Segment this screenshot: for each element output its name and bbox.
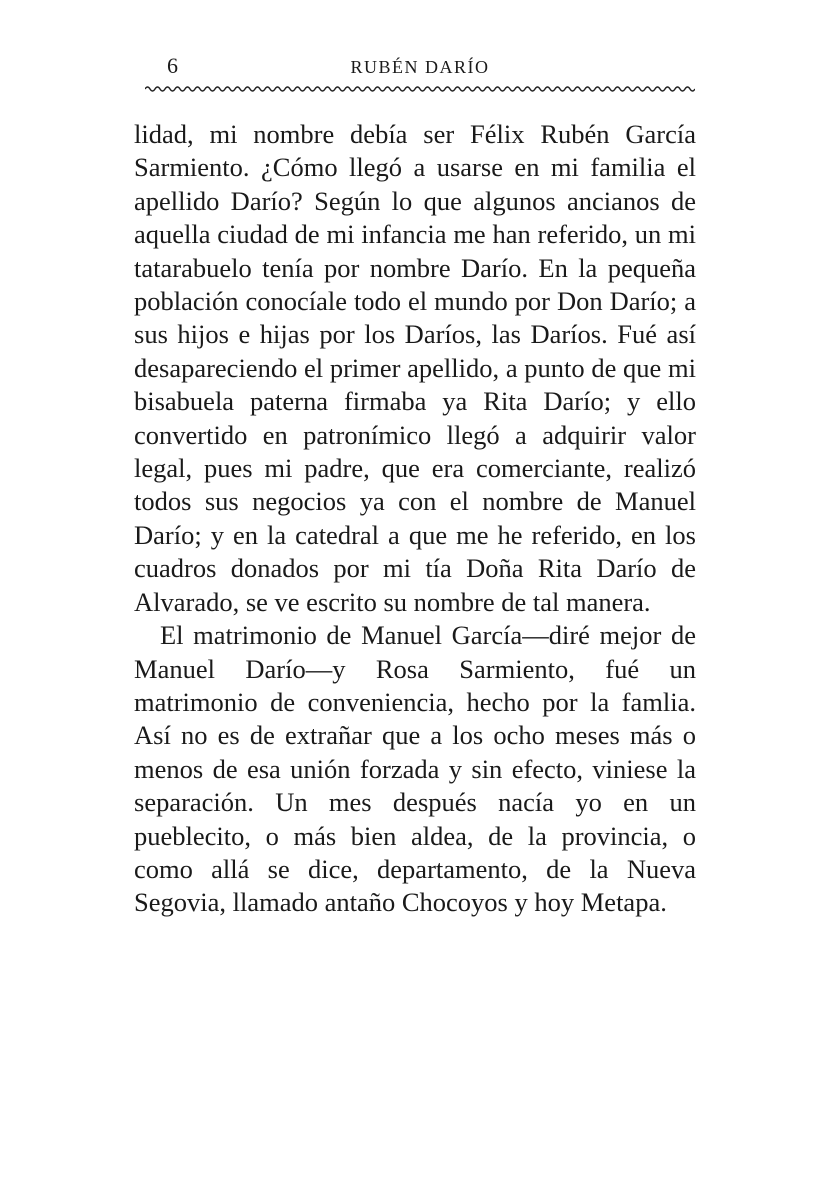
body-text — [134, 118, 696, 920]
paragraph-2: El matrimonio de Manuel García—diré mejor de Manuel Darío—y Rosa Sarmiento, fué un matrimonio de conveniencia, hecho por la famlia. Así no es de extrañar que a los ocho meses más o menos de esa unión forzada y sin efecto, viniese la separación. Un mes después nacía yo en un pueblecito, o más bien aldea, de la provincia, o como allá se dice, departamento, de la Nueva Segovia, llamado antaño Chocoyos y hoy Metapa. — [134, 620, 696, 918]
running-title: RUBÉN DARÍO — [350, 57, 490, 77]
wavy-rule-ornament — [145, 84, 695, 94]
running-head — [145, 52, 695, 82]
page-number: 6 — [167, 53, 178, 78]
paragraph-1: lidad, mi nombre debía ser Félix Rubén García Sarmiento. ¿Cómo llegó a usarse en mi familia el apellido Darío? Según lo que algunos ancianos de aquella ciudad de mi infancia me han referido, un mi tatarabuelo tenía por nombre Darío. En la pequeña población conocíale todo el mundo por Don Darío; a sus hijos e hijas por los Daríos, las Daríos. Fué así desapareciendo el primer apellido, a punto de que mi bisabuela paterna firmaba ya Rita Darío; y ello convertido en patronímico llegó a adquirir valor legal, pues mi padre, que era comerciante, realizó todos sus negocios ya con el nombre de Manuel Darío; y en la catedral a que me he referido, en los cuadros donados por mi tía Doña Rita Darío de Alvarado, se ve escrito su nombre de tal manera. — [134, 119, 696, 617]
